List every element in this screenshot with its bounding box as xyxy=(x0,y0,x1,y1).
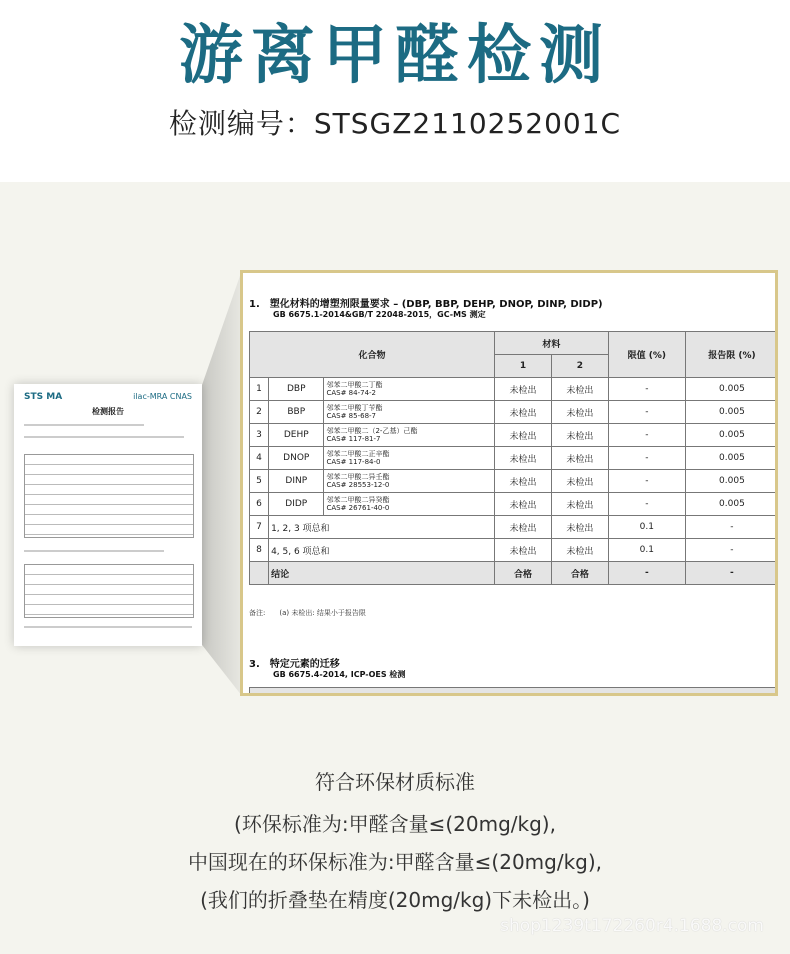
row-abbr: DIDP xyxy=(269,493,324,516)
row-abbr: BBP xyxy=(269,401,324,424)
thumbnail-table xyxy=(24,564,194,618)
chem-name: 邻苯二甲酸二异癸酯 xyxy=(326,496,390,504)
thumbnail-table xyxy=(24,454,194,538)
row-no: 3 xyxy=(250,424,269,447)
row-limit: 0.1 xyxy=(608,516,685,539)
row-m1: 未检出 xyxy=(495,424,552,447)
header-material-1: 1 xyxy=(495,355,552,378)
row-rl: 0.005 xyxy=(685,401,778,424)
caption-line-2: (环保标准为:甲醛含量≤(20mg/kg), xyxy=(234,812,556,836)
row-m1: 未检出 xyxy=(495,470,552,493)
row-chem xyxy=(324,447,495,470)
row-sum-label: 1, 2, 3 项总和 xyxy=(269,516,495,539)
row-m1: 未检出 xyxy=(495,378,552,401)
row-m2: 未检出 xyxy=(551,539,608,562)
thumbnail-text-line xyxy=(24,626,192,628)
row-m2: 未检出 xyxy=(551,447,608,470)
thumbnail-text-line xyxy=(24,550,164,552)
row-no: 2 xyxy=(250,401,269,424)
row-m2: 未检出 xyxy=(551,516,608,539)
row-m2: 未检出 xyxy=(551,470,608,493)
cas-number: CAS# 85-68-7 xyxy=(326,412,376,420)
cas-number: CAS# 117-84-0 xyxy=(326,458,381,466)
chem-name: 邻苯二甲酸二（2-乙基）己酯 xyxy=(326,427,418,435)
row-no: 6 xyxy=(250,493,269,516)
row-m1: 未检出 xyxy=(495,516,552,539)
cas-number: CAS# 84-74-2 xyxy=(326,389,376,397)
chem-name: 邻苯二甲酸二异壬酯 xyxy=(326,473,390,481)
result-row xyxy=(250,562,779,585)
row-rl: 0.005 xyxy=(685,493,778,516)
section3-table-edge xyxy=(249,687,778,696)
row-rl: - xyxy=(685,539,778,562)
row-abbr: DEHP xyxy=(269,424,324,447)
table-row xyxy=(250,401,779,424)
report-number: 检测编号：STSGZ2110252001C xyxy=(168,107,622,140)
row-chem xyxy=(324,470,495,493)
header-compound: 化合物 xyxy=(250,332,495,378)
row-m1: 未检出 xyxy=(495,539,552,562)
row-limit: - xyxy=(608,493,685,516)
row-m1: 未检出 xyxy=(495,447,552,470)
header-limit: 限值 (%) xyxy=(608,332,685,378)
row-chem xyxy=(324,401,495,424)
row-no xyxy=(250,562,269,585)
row-m2: 未检出 xyxy=(551,424,608,447)
row-m2: 未检出 xyxy=(551,401,608,424)
row-limit: - xyxy=(608,470,685,493)
cma-logo-icon: STS MA xyxy=(24,392,63,402)
cnas-logo-icon: ilac-MRA CNAS xyxy=(133,392,192,401)
result-m1: 合格 xyxy=(495,562,552,585)
chem-name: 邻苯二甲酸二正辛酯 xyxy=(326,450,390,458)
row-no: 1 xyxy=(250,378,269,401)
row-abbr: DNOP xyxy=(269,447,324,470)
table-row xyxy=(250,447,779,470)
result-m2: 合格 xyxy=(551,562,608,585)
row-m1: 未检出 xyxy=(495,401,552,424)
row-limit: 0.1 xyxy=(608,539,685,562)
header-material-2: 2 xyxy=(551,355,608,378)
row-rl: 0.005 xyxy=(685,447,778,470)
row-no: 8 xyxy=(250,539,269,562)
result-limit: - xyxy=(608,562,685,585)
caption-line-1: 符合环保材质标准 xyxy=(315,770,475,794)
row-no: 7 xyxy=(250,516,269,539)
row-rl: 0.005 xyxy=(685,378,778,401)
cas-number: CAS# 26761-40-0 xyxy=(326,504,390,512)
row-chem xyxy=(324,424,495,447)
thumbnail-text-line xyxy=(24,424,144,426)
section3-title: 3. 特定元素的迁移 xyxy=(249,659,340,670)
thumbnail-text-line xyxy=(24,436,184,438)
report-thumbnail xyxy=(14,384,202,646)
table-row xyxy=(250,470,779,493)
header-report-limit: 报告限 (%) xyxy=(685,332,778,378)
row-rl: 0.005 xyxy=(685,424,778,447)
row-no: 4 xyxy=(250,447,269,470)
page-title: 游离甲醛检测 xyxy=(179,19,611,93)
chem-name: 邻苯二甲酸二丁酯 xyxy=(326,381,383,389)
row-m2: 未检出 xyxy=(551,493,608,516)
row-abbr: DINP xyxy=(269,470,324,493)
row-abbr: DBP xyxy=(269,378,324,401)
cas-number: CAS# 117-81-7 xyxy=(326,435,381,443)
section1-subtitle: GB 6675.1-2014&GB/T 22048-2015，GC-MS 测定 xyxy=(273,310,486,319)
table-row xyxy=(250,493,779,516)
row-rl: - xyxy=(685,516,778,539)
row-limit: - xyxy=(608,401,685,424)
row-m1: 未检出 xyxy=(495,493,552,516)
table-row xyxy=(250,424,779,447)
result-label: 结论 xyxy=(269,562,495,585)
row-chem xyxy=(324,493,495,516)
section1-title: 1. 塑化材料的增塑剂限量要求 – (DBP, BBP, DEHP, DNOP, DINP, DIDP) xyxy=(249,299,603,310)
result-rl: - xyxy=(685,562,778,585)
cas-number: CAS# 28553-12-0 xyxy=(326,481,390,489)
row-rl: 0.005 xyxy=(685,470,778,493)
report-zoom xyxy=(240,270,778,696)
table-note: 备注: (a) 未检出: 结果小于报告限 xyxy=(249,609,366,617)
row-limit: - xyxy=(608,447,685,470)
row-m2: 未检出 xyxy=(551,378,608,401)
watermark: shop1239t172260r4.1688.com xyxy=(500,916,764,936)
caption-line-3: 中国现在的环保标准为:甲醛含量≤(20mg/kg), xyxy=(187,850,603,874)
row-no: 5 xyxy=(250,470,269,493)
row-sum-label: 4, 5, 6 项总和 xyxy=(269,539,495,562)
chem-name: 邻苯二甲酸丁苄酯 xyxy=(326,404,383,412)
results-table xyxy=(249,331,778,585)
table-row xyxy=(250,378,779,401)
table-row xyxy=(250,516,779,539)
section3-subtitle: GB 6675.4-2014, ICP-OES 检测 xyxy=(273,670,406,679)
thumbnail-title: 检测报告 xyxy=(92,407,124,416)
caption-line-4: (我们的折叠垫在精度(20mg/kg)下未检出。) xyxy=(200,888,590,912)
row-chem xyxy=(324,378,495,401)
row-limit: - xyxy=(608,424,685,447)
row-limit: - xyxy=(608,378,685,401)
header-material: 材料 xyxy=(495,332,609,355)
table-row xyxy=(250,539,779,562)
